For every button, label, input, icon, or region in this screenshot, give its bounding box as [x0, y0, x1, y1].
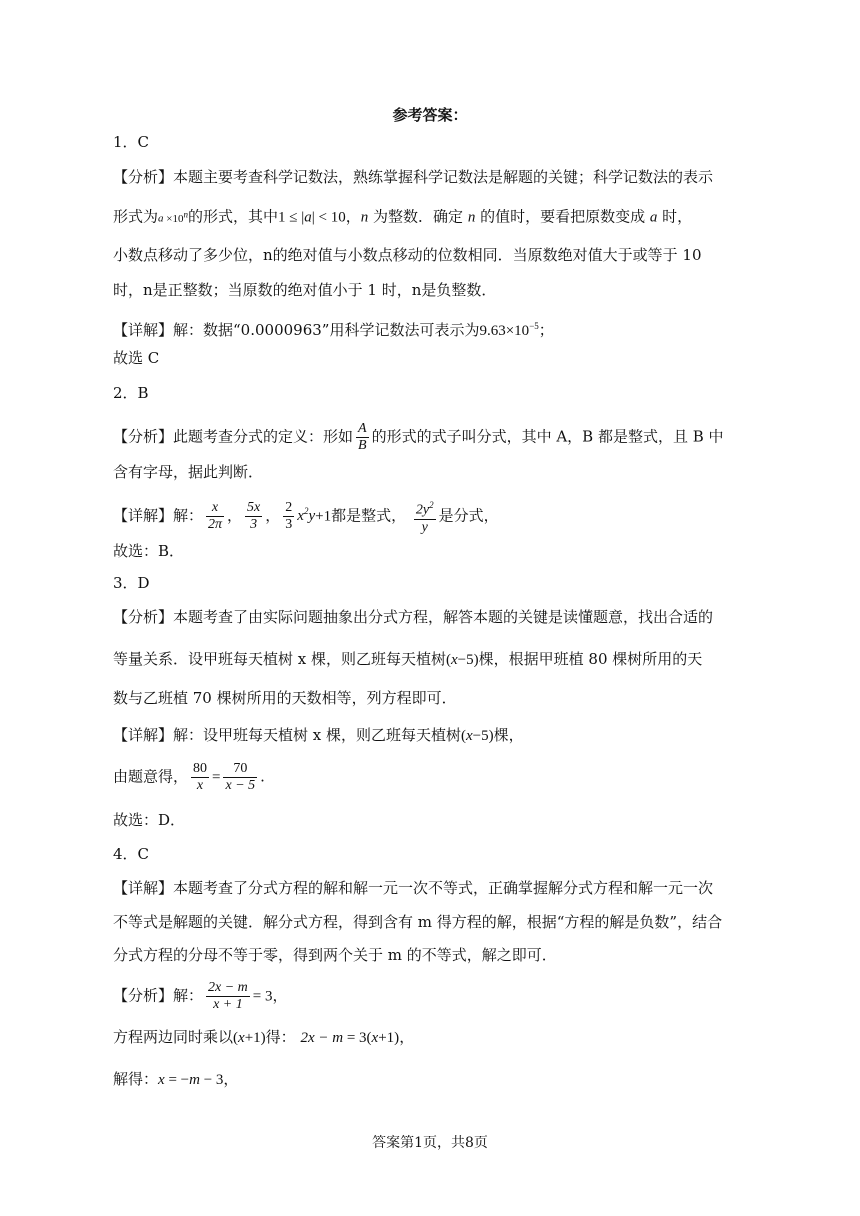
q1-analysis-line1: 【分析】本题主要考查科学记数法，熟练掌握科学记数法是解题的关键；科学记数法的表示: [113, 168, 714, 186]
q1-answer: 1．C: [113, 133, 150, 151]
q1-detail: 【详解】解：数据“0.0000963”用科学记数法可表示为$9.63\times 10^{-5}$；: [113, 321, 554, 339]
q4-detail-line3: 分式方程的分母不等于零，得到两个关于 m 的不等式，解之即可．: [113, 946, 557, 964]
q3-analysis-line1: 【分析】本题考查了由实际问题抽象出分式方程，解答本题的关键是读懂题意，找出合适的: [113, 608, 714, 626]
q2-detail: 【详解】解： $\frac{x}{2\pi}$ ， $\frac{5x}{3}$ ， $\frac{2}{3}$ $x^2y+1$都是整式， $\frac{2y^2}{y}$ 是分式，: [113, 497, 753, 536]
q1-conclusion: 故选 C: [113, 349, 160, 367]
q2-analysis-line1: 【分析】此题考查分式的定义：形如 $\frac{A}{B}$ 的形式的式子叫分式，其中 A，B 都是整式，且 B 中: [113, 421, 724, 453]
q3-analysis-line3: 数与乙班植 70 棵树所用的天数相等，列方程即可．: [113, 689, 457, 707]
q3-equation: 由题意得， $\frac{80}{x}$ = $\frac{70}{x - 5}$ .: [113, 761, 265, 793]
q2-analysis-line2: 含有字母，据此判断．: [113, 463, 264, 481]
q1-analysis-line4: 时，n是正整数；当原数的绝对值小于 1 时，n是负整数．: [113, 281, 497, 299]
q4-answer: 4．C: [113, 845, 150, 863]
q4-step1: 方程两边同时乘以(x+1)得： 2x − m = 3(x+1)，: [113, 1028, 415, 1046]
q2-answer: 2．B: [113, 384, 149, 402]
q4-detail-line1: 【详解】本题考查了分式方程的解和解一元一次不等式，正确掌握解分式方程和解一元一次: [113, 879, 714, 897]
page-title: 参考答案：: [392, 106, 468, 124]
q2-conclusion: 故选：B．: [113, 542, 185, 560]
q3-conclusion: 故选：D．: [113, 811, 186, 829]
q4-detail-line2: 不等式是解题的关键．解分式方程，得到含有 m 得方程的解，根据“方程的解是负数”，结合: [113, 913, 723, 931]
q3-analysis-line2: 等量关系．设甲班每天植树 x 棵，则乙班每天植树(x−5)棵，根据甲班植 80 棵树所用的天: [113, 650, 703, 668]
q3-answer: 3．D: [113, 574, 150, 592]
q4-step2: 解得：x = −m − 3，: [113, 1070, 239, 1088]
q1-analysis-line3: 小数点移动了多少位，n的绝对值与小数点移动的位数相同．当原数绝对值大于或等于 10: [113, 246, 702, 264]
page-footer: 答案第1页，共8页: [372, 1135, 488, 1151]
q3-detail: 【详解】解：设甲班每天植树 x 棵，则乙班每天植树(x−5)棵，: [113, 726, 524, 744]
q4-analysis: 【分析】解： $\frac{2x - m}{x + 1}$ = 3，: [113, 980, 288, 1012]
q1-analysis-line2: 形式为$a \times 10^n$的形式，其中1 ≤ |a| < 10，n 为整数．确定 n 的值时，要看把原数变成 a 时，: [113, 207, 693, 226]
